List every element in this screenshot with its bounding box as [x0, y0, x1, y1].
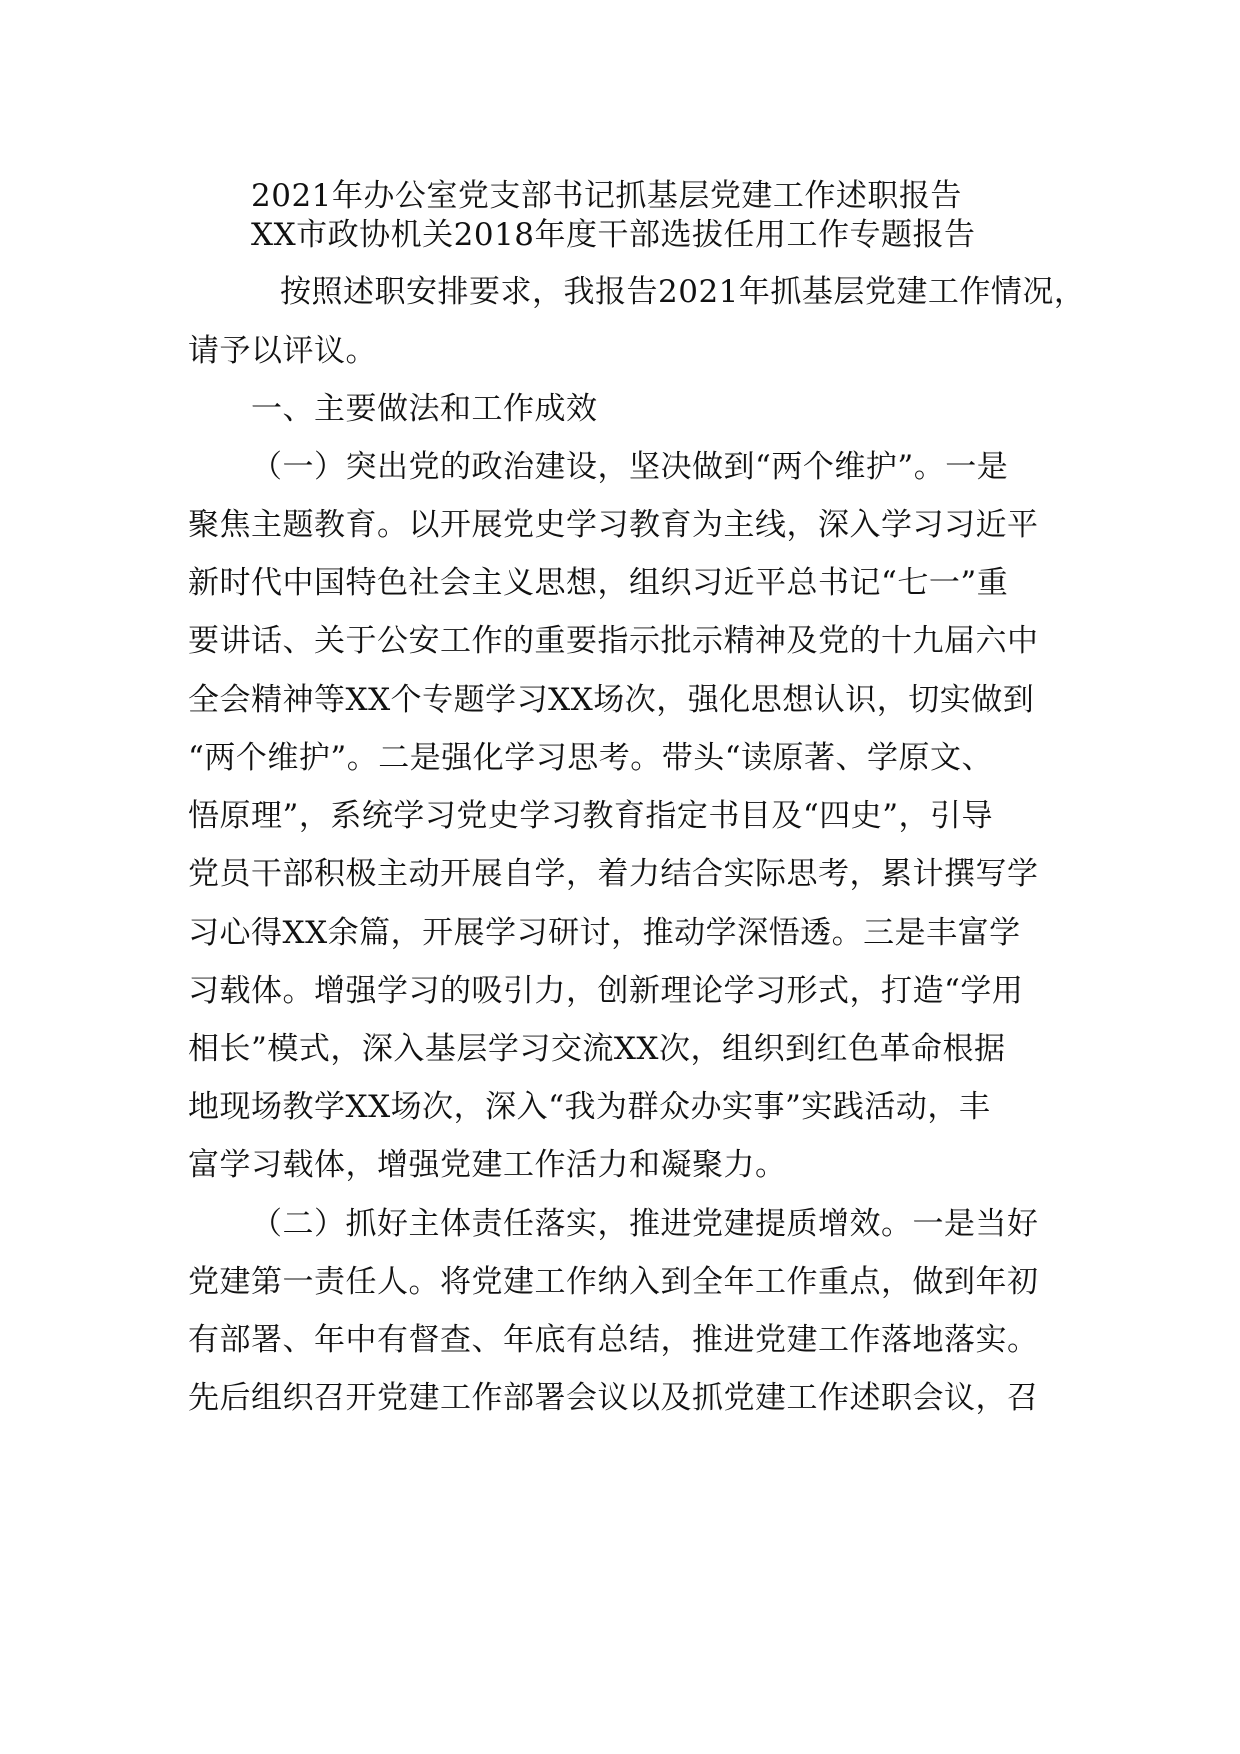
body-line: 党建第一责任人。将党建工作纳入到全年工作重点，做到年初	[188, 1264, 1039, 1300]
body-line: 有部署、年中有督查、年底有总结，推进党建工作落地落实。	[188, 1322, 1039, 1358]
body-line: 先后组织召开党建工作部署会议以及抓党建工作述职会议，召	[188, 1380, 1039, 1416]
body-line: 要讲话、关于公安工作的重要指示批示精神及党的十九届六中	[188, 623, 1039, 659]
body-line: 聚焦主题教育。以开展党史学习教育为主线，深入学习习近平	[188, 507, 1039, 543]
body-line: （二）抓好主体责任落实，推进党建提质增效。一是当好	[251, 1206, 1039, 1242]
body-line: 富学习载体，增强党建工作活力和凝聚力。	[188, 1147, 787, 1183]
body-line: 习载体。增强学习的吸引力，创新理论学习形式，打造“学用	[188, 973, 1024, 1009]
body-line: 新时代中国特色社会主义思想，组织习近平总书记“七一”重	[188, 565, 1009, 601]
section-heading: 一、主要做法和工作成效	[251, 391, 598, 427]
body-line: 相长”模式，深入基层学习交流XX次，组织到红色革命根据	[188, 1031, 1006, 1067]
body-line: 习心得XX余篇，开展学习研讨，推动学深悟透。三是丰富学	[188, 915, 1021, 951]
body-line: “两个维护”。二是强化学习思考。带头“读原著、学原文、	[188, 740, 994, 776]
body-line: 全会精神等XX个专题学习XX场次，强化思想认识，切实做到	[188, 682, 1035, 718]
body-line: 地现场教学XX场次，深入“我为群众办实事”实践活动，丰	[188, 1089, 991, 1125]
body-line: 请予以评议。	[188, 333, 377, 369]
body-line: 党员干部积极主动开展自学，着力结合实际思考，累计撰写学	[188, 856, 1039, 892]
document-subtitle: XX市政协机关2018年度干部选拔任用工作专题报告	[251, 217, 976, 253]
body-line: （一）突出党的政治建设，坚决做到“两个维护”。一是	[251, 449, 1009, 485]
body-line: 悟原理”，系统学习党史学习教育指定书目及“四史”，引导	[188, 798, 994, 834]
document-title: 2021年办公室党支部书记抓基层党建工作述职报告	[251, 178, 962, 214]
body-line: 按照述职安排要求，我报告2021年抓基层党建工作情况，	[280, 274, 1086, 310]
